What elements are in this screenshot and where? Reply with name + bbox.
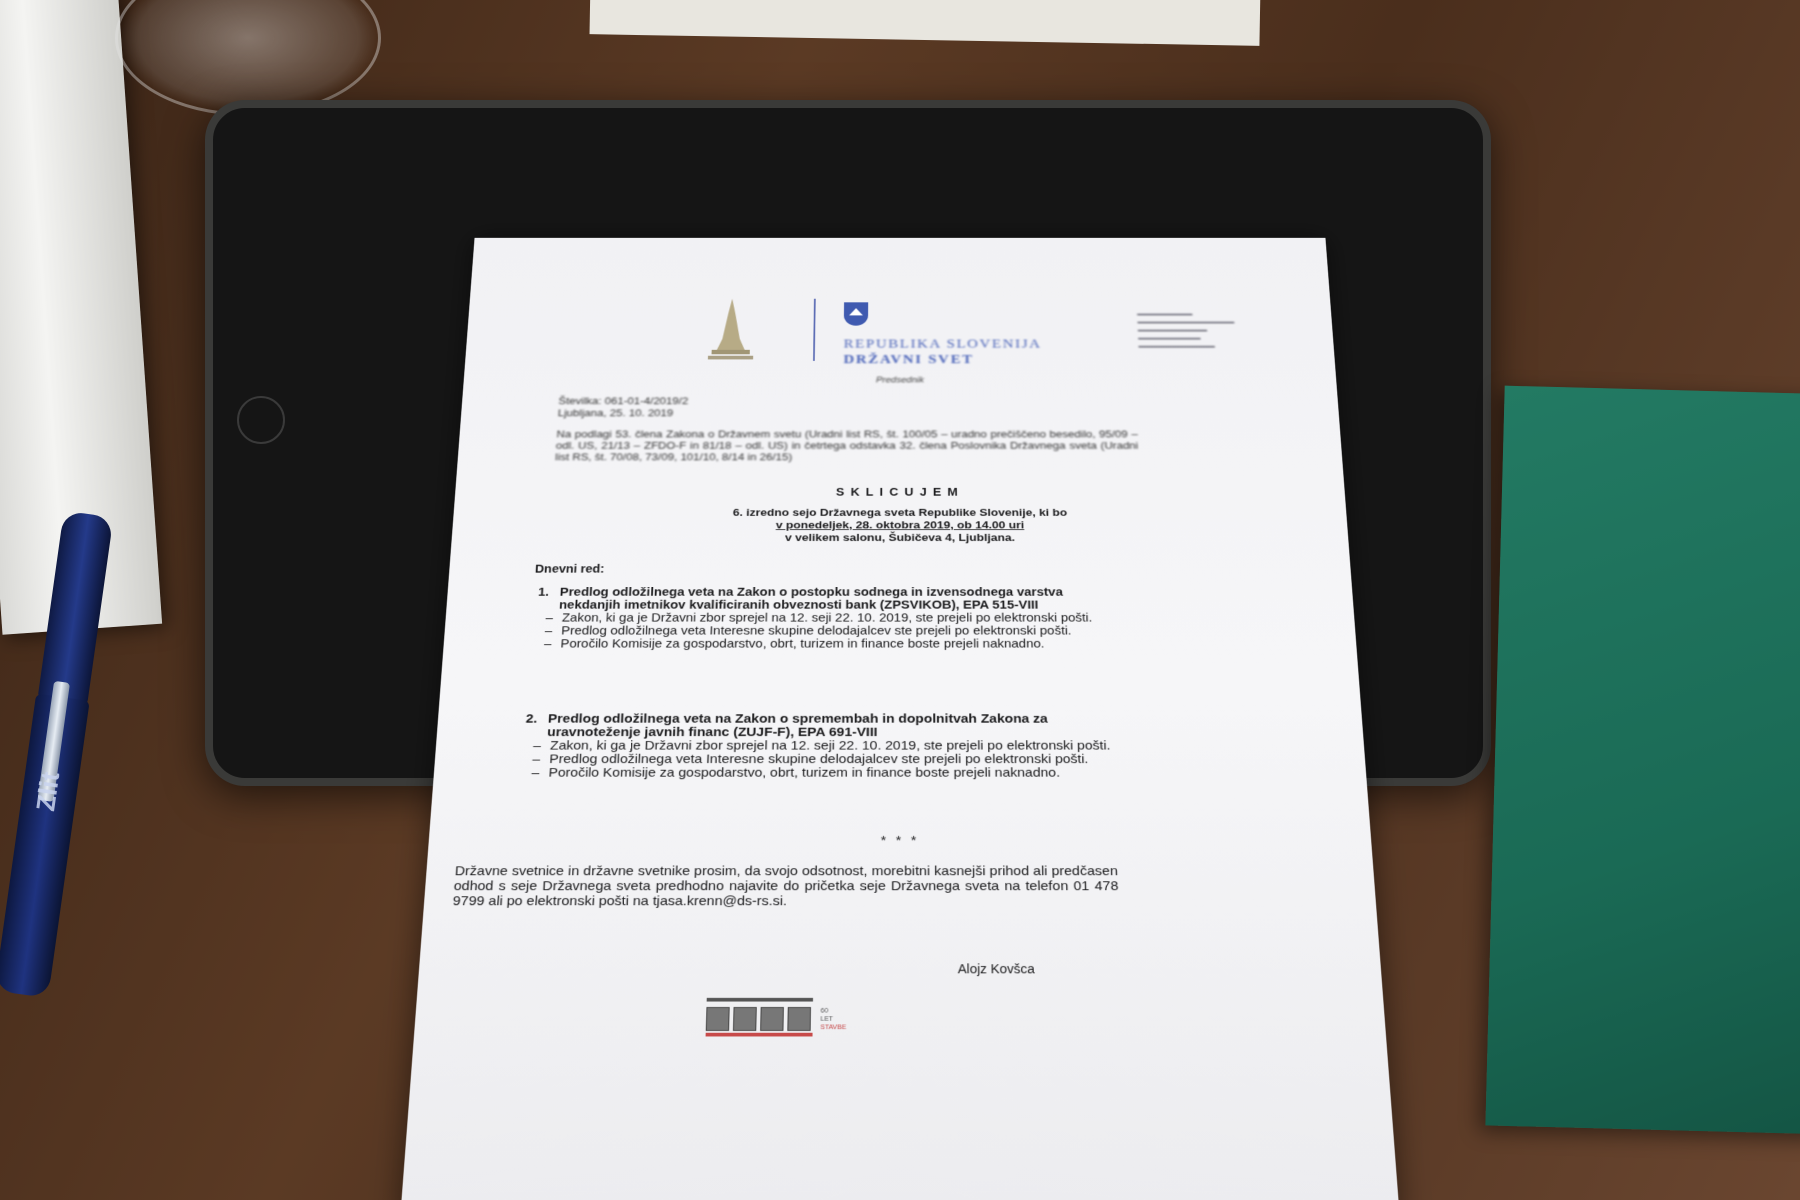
agenda-subitem-text: Poročilo Komisije za gospodarstvo, obrt, turizem in finance boste prejeli naknadno. [548, 765, 1061, 781]
footer-logo-block [733, 1007, 757, 1031]
legal-basis-paragraph: Na podlagi 53. člena Zakona o Državnem svetu (Uradni list RS, št. 100/05 – uradno prečiščeno besedilo, 95/09 – odl. US, 21/13 – ZFDO-F in 81/18 – odl. US) in četrtega odstavka 32. člena Poslovnika Državnega sveta (Uradni list RS, št. 70/08, 73/09, 101/10, 8/14 in 26/15) [554, 428, 1139, 463]
document-number: Številka: 061-01-4/2019/2 [558, 395, 689, 407]
address-line: ▬▬▬▬▬▬▬▬▬▬ [1137, 326, 1208, 333]
agenda-subitem-text: Predlog odložilnega veta Interesne skupine delodajalcev ste prejeli po elektronski pošti. [560, 624, 1072, 638]
document-heading: SKLICUJEM [835, 485, 965, 499]
anniversary-footer-logo [705, 998, 861, 1039]
letterhead-divider [813, 299, 816, 361]
address-line: ▬▬▬▬▬▬▬▬▬▬▬ [1138, 342, 1216, 350]
water-glass [115, 0, 381, 116]
document-meta [557, 395, 688, 419]
agenda-item [535, 586, 1120, 651]
address-line: ▬▬▬▬▬▬▬▬▬ [1138, 334, 1201, 342]
agenda-title: Dnevni red: [534, 562, 605, 575]
agenda-item-text: Predlog odložilnega veta na Zakon o spremembah in dopolnitvah Zakona za uravnoteženje javnih financ (ZUJF-F), EPA 691-VIII [546, 711, 1048, 740]
address-line: ▬▬▬▬▬▬▬▬ [1137, 310, 1193, 317]
footer-logo-line: STAVBE [820, 1024, 847, 1031]
footer-logo-red-bar [706, 1033, 813, 1037]
footer-logo-line: 60 [820, 1007, 829, 1015]
letterhead-republic: REPUBLIKA SLOVENIJA [843, 336, 1042, 351]
letterhead-address-block [1137, 310, 1286, 350]
session-line-1: 6. izredno sejo Državnega sveta Republike Slovenije, ki bo [732, 506, 1068, 519]
agenda-subitem [536, 612, 1118, 625]
agenda-subitem-text: Zakon, ki ga je Državni zbor sprejel na 12. seji 22. 10. 2019, ste prejeli po elektronski pošti. [561, 611, 1093, 625]
dash-bullet: – [545, 611, 554, 625]
section-separator: * * * [880, 833, 920, 849]
document-place-date: Ljubljana, 25. 10. 2019 [557, 407, 674, 419]
closing-paragraph: Državne svetnice in državne svetnike prosim, da svojo odsotnost, morebitni kasnejši prihod ali predčasen odhod s seje Državnega sveta predhodno najavite do pričetka seje Državnega sveta na telefon 01 478 9799 ali po elektronski pošti na tjasa.krenn@ds-rs.si. [452, 863, 1119, 909]
session-line-3: v velikem salonu, Šubičeva 4, Ljubljana. [784, 531, 1016, 544]
letterhead-council: DRŽAVNI SVET [843, 352, 974, 367]
agenda-subitem-text: Predlog odložilnega veta Interesne skupine delodajalcev ste prejeli po elektronski pošti. [548, 752, 1089, 767]
footer-logo-text [820, 1007, 846, 1032]
dash-bullet: – [532, 738, 542, 753]
agenda-item-title [537, 586, 1118, 612]
agenda-item-text: Predlog odložilnega veta na Zakon o postopku sodnega in izvensodnega varstva nekdanjih imetnikov kvalificiranih obveznosti bank (ZPSVIKOB), EPA 515-VIII [558, 586, 1063, 612]
convocation-document [400, 238, 1400, 1200]
signer-name: Alojz Kovšca [957, 961, 1035, 977]
agenda-item [522, 713, 1119, 780]
agenda-subitem-text: Zakon, ki ga je Državni zbor sprejel na 12. seji 22. 10. 2019, ste prejeli po elektronski pošti. [549, 738, 1111, 753]
address-line: ▬▬▬▬▬▬▬▬▬▬▬▬▬▬ [1137, 318, 1235, 325]
footer-logo-block [787, 1007, 811, 1031]
footer-logo-bar [707, 998, 813, 1002]
parliament-tower-logo [704, 299, 758, 361]
tablet-home-button [237, 396, 285, 444]
agenda-subitem [522, 766, 1119, 780]
agenda-item-title [525, 713, 1118, 740]
footer-logo-block [760, 1007, 784, 1031]
classification-label: Predsednik [875, 375, 925, 385]
dash-bullet: – [532, 752, 541, 767]
agenda-subitem-text: Poročilo Komisije za gospodarstvo, obrt, turizem in finance boste prejeli naknadno. [560, 637, 1045, 651]
background-paper [590, 0, 1261, 46]
footer-logo-blocks [706, 1007, 811, 1031]
dash-bullet: – [544, 624, 553, 638]
agenda-item-number: 2. [525, 711, 538, 726]
green-folder [1485, 386, 1800, 1135]
session-announcement [451, 507, 1348, 545]
dash-bullet: – [543, 637, 552, 651]
agenda-subitem [524, 739, 1119, 752]
agenda-subitem [523, 753, 1119, 767]
session-line-2: v ponedeljek, 28. oktobra 2019, ob 14.00 uri [775, 519, 1025, 531]
footer-logo-line: LET [820, 1016, 833, 1023]
footer-logo-block [706, 1007, 730, 1031]
agenda-subitem [535, 638, 1120, 651]
dash-bullet: – [531, 765, 540, 781]
agenda-item-number: 1. [537, 586, 550, 599]
agenda-subitem [535, 625, 1118, 638]
pen-brand: Zlit [30, 770, 66, 813]
coat-of-arms-icon [844, 302, 868, 325]
